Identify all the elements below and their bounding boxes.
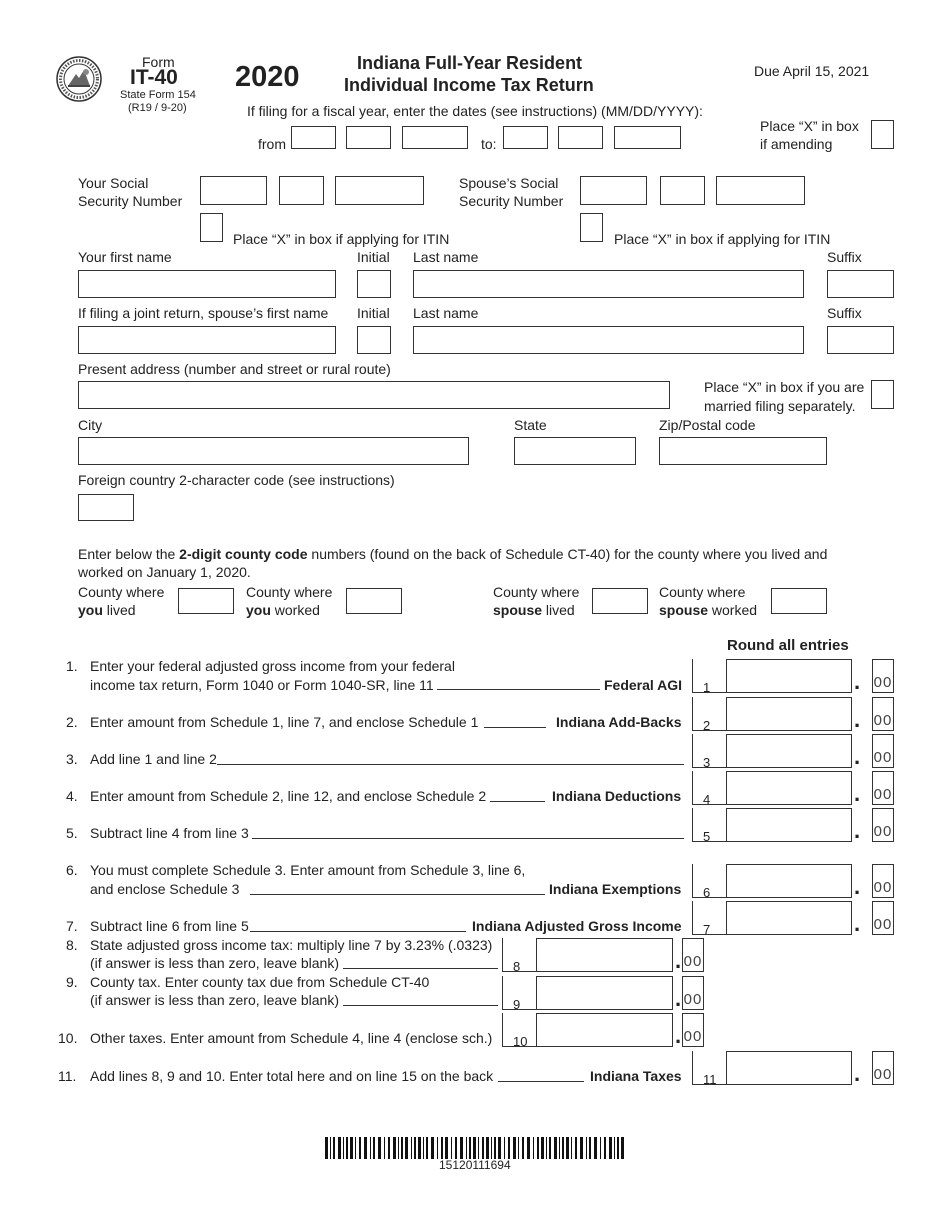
spouse-suffix-field[interactable] <box>827 326 894 354</box>
foreign-country-label: Foreign country 2-character code (see instructions) <box>78 472 395 488</box>
line-1-text1: Enter your federal adjusted gross income from your federal <box>90 658 455 674</box>
county-intro-post: numbers (found on the back of Schedule CT-40) for the county where you lived and <box>307 546 828 562</box>
line-9-number: 9. <box>66 974 78 990</box>
line-3-leader <box>217 763 684 765</box>
zip-field[interactable] <box>659 437 827 465</box>
spouse-first-name-field[interactable] <box>78 326 336 354</box>
first-name-field[interactable] <box>78 270 336 298</box>
initial-label: Initial <box>357 249 390 265</box>
line-10-decimal: . <box>675 1023 682 1048</box>
ssn-label-line1: Your Social <box>78 175 149 191</box>
line-10-amount <box>502 1013 706 1047</box>
address-label: Present address (number and street or rural route) <box>78 361 391 377</box>
line-5-box-number: 5 <box>692 808 726 842</box>
line-6-box-number: 6 <box>692 864 726 898</box>
county-you-lived-label-line2 <box>78 601 136 619</box>
line-7-box-number: 7 <box>692 901 726 935</box>
line-9-amount <box>502 976 706 1010</box>
line-1-number: 1. <box>66 658 78 674</box>
line-4-number: 4. <box>66 788 78 804</box>
county-spouse-lived-rest: lived <box>542 602 575 618</box>
county-intro-line1 <box>78 545 827 563</box>
line-2-number: 2. <box>66 714 78 730</box>
county-spouse-lived-label-line1: County where <box>493 584 580 600</box>
spouse-suffix-label: Suffix <box>827 305 862 321</box>
line-4-amount-field[interactable] <box>726 771 852 805</box>
amending-label-line1: Place “X” in box <box>760 118 859 134</box>
line-3-amount-field[interactable] <box>726 734 852 768</box>
line-8-cents: 00 <box>682 938 704 972</box>
line-3-text1: Add line 1 and line 2 <box>90 751 217 767</box>
line-1-amount-field[interactable] <box>726 659 852 693</box>
line-8-leader <box>343 967 498 969</box>
line-9-leader <box>343 1004 498 1006</box>
ssn-part2-box[interactable] <box>279 176 324 205</box>
line-9-amount-field[interactable] <box>536 976 673 1010</box>
line-9-box-number: 9 <box>502 976 536 1010</box>
line-3-amount <box>692 734 896 768</box>
state-seal-icon <box>56 56 102 102</box>
county-spouse-worked-bold: spouse <box>659 602 709 618</box>
spouse-itin-checkbox[interactable] <box>580 213 603 242</box>
county-you-lived-field[interactable] <box>178 588 234 614</box>
line-4-decimal: . <box>854 781 861 806</box>
line-1-text2: income tax return, Form 1040 or Form 1040-SR, line 11 <box>90 677 434 693</box>
line-1-label: Federal AGI <box>604 677 683 693</box>
line-9-text2: (if answer is less than zero, leave blank) <box>90 992 339 1008</box>
line-2-decimal: . <box>854 707 861 732</box>
line-2-leader <box>484 726 546 728</box>
spouse-ssn-label-line2: Security Number <box>459 193 564 209</box>
mfs-label-line2: married filing separately. <box>704 398 856 414</box>
mfs-checkbox[interactable] <box>871 380 894 409</box>
county-intro-bold: 2-digit county code <box>179 546 308 562</box>
fiscal-from-year-box[interactable] <box>402 126 468 149</box>
line-5-text1: Subtract line 4 from line 3 <box>90 825 249 841</box>
line-7-decimal: . <box>854 911 861 936</box>
line-9-cents: 00 <box>682 976 704 1010</box>
line-11-amount <box>692 1051 896 1085</box>
line-4-box-number: 4 <box>692 771 726 805</box>
line-8-number: 8. <box>66 937 78 953</box>
line-6-decimal: . <box>854 874 861 899</box>
ssn-part3-box[interactable] <box>335 176 424 205</box>
city-label: City <box>78 417 103 433</box>
spouse-last-name-field[interactable] <box>413 326 804 354</box>
line-5-cents: 00 <box>872 808 894 842</box>
foreign-country-field[interactable] <box>78 494 134 521</box>
line-8-amount-field[interactable] <box>536 938 673 972</box>
due-date: Due April 15, 2021 <box>754 63 870 79</box>
line-3-number: 3. <box>66 751 78 767</box>
fiscal-to-month-box[interactable] <box>503 126 548 149</box>
from-label: from <box>258 136 286 152</box>
line-3-box-number: 3 <box>692 734 726 768</box>
last-name-label: Last name <box>413 249 479 265</box>
spouse-ssn-label-line1: Spouse’s Social <box>459 175 559 191</box>
line-11-cents: 00 <box>872 1051 894 1085</box>
county-intro-line2: worked on January 1, 2020. <box>78 564 251 580</box>
ssn-part1-box[interactable] <box>200 176 267 205</box>
line-7-amount <box>692 901 896 935</box>
line-10-amount-field[interactable] <box>536 1013 673 1047</box>
line-9-text1: County tax. Enter county tax due from Schedule CT-40 <box>90 974 430 990</box>
zip-label: Zip/Postal code <box>659 417 756 433</box>
form-id: IT-40 <box>130 66 178 89</box>
county-you-lived-bold: you <box>78 602 103 618</box>
line-1-decimal: . <box>854 669 861 694</box>
address-field[interactable] <box>78 381 670 409</box>
line-6-cents: 00 <box>872 864 894 898</box>
line-11-label: Indiana Taxes <box>590 1068 682 1084</box>
line-2-box-number: 2 <box>692 697 726 731</box>
initial-field[interactable] <box>357 270 391 298</box>
line-8-text2: (if answer is less than zero, leave blank) <box>90 955 339 971</box>
barcode-icon <box>325 1137 625 1159</box>
line-2-amount-field[interactable] <box>726 697 852 731</box>
line-1-box-number: 1 <box>692 659 726 693</box>
line-6-label: Indiana Exemptions <box>549 881 682 897</box>
county-spouse-lived-bold: spouse <box>493 602 543 618</box>
to-label: to: <box>481 136 497 152</box>
mfs-label-line1: Place “X” in box if you are <box>704 379 865 395</box>
line-4-label: Indiana Deductions <box>552 788 682 804</box>
amending-checkbox[interactable] <box>871 120 894 149</box>
line-6-text2: and enclose Schedule 3 <box>90 881 240 897</box>
line-11-leader <box>498 1080 584 1082</box>
line-10-box-number: 10 <box>502 1013 536 1047</box>
line-11-number: 11. <box>58 1068 77 1084</box>
round-all-entries-label: Round all entries <box>727 637 849 654</box>
line-6-text1: You must complete Schedule 3. Enter amount from Schedule 3, line 6, <box>90 862 526 878</box>
line-6-amount <box>692 864 896 898</box>
line-3-decimal: . <box>854 744 861 769</box>
line-11-text1: Add lines 8, 9 and 10. Enter total here and on line 15 on the back <box>90 1068 494 1084</box>
county-you-worked-label-line2 <box>246 601 320 619</box>
spouse-ssn-part1-box[interactable] <box>580 176 647 205</box>
spouse-initial-field[interactable] <box>357 326 391 354</box>
form-title-line1: Indiana Full-Year Resident <box>357 53 583 73</box>
line-5-decimal: . <box>854 818 861 843</box>
county-you-lived-rest: lived <box>102 602 136 618</box>
form-title-line2: Individual Income Tax Return <box>344 75 594 95</box>
spouse-ssn-part3-box[interactable] <box>716 176 805 205</box>
state-field[interactable] <box>514 437 636 465</box>
line-6-amount-field[interactable] <box>726 864 852 898</box>
line-5-leader <box>252 837 684 839</box>
line-8-box-number: 8 <box>502 938 536 972</box>
line-3-cents: 00 <box>872 734 894 768</box>
county-you-worked-field[interactable] <box>346 588 402 614</box>
line-8-amount <box>502 938 706 972</box>
line-9-decimal: . <box>675 986 682 1011</box>
line-2-text1: Enter amount from Schedule 1, line 7, and enclose Schedule 1 <box>90 714 479 730</box>
county-spouse-lived-field[interactable] <box>592 588 648 614</box>
line-6-number: 6. <box>66 862 78 878</box>
line-11-amount-field[interactable] <box>726 1051 852 1085</box>
spouse-first-name-label: If filing a joint return, spouse’s first name <box>78 305 329 321</box>
amending-label-line2: if amending <box>760 136 833 152</box>
line-8-decimal: . <box>675 948 682 973</box>
line-11-box-number: 11 <box>692 1051 726 1085</box>
itin-label: Place “X” in box if applying for ITIN <box>233 231 450 247</box>
fiscal-to-day-box[interactable] <box>558 126 603 149</box>
county-spouse-worked-rest: worked <box>708 602 758 618</box>
suffix-label: Suffix <box>827 249 862 265</box>
form-word: Form <box>142 54 175 70</box>
fiscal-from-month-box[interactable] <box>291 126 336 149</box>
suffix-field[interactable] <box>827 270 894 298</box>
line-5-number: 5. <box>66 825 78 841</box>
county-you-worked-bold: you <box>246 602 271 618</box>
spouse-itin-label: Place “X” in box if applying for ITIN <box>614 231 831 247</box>
line-4-amount <box>692 771 896 805</box>
line-1-cents: 00 <box>872 659 894 693</box>
city-field[interactable] <box>78 437 469 465</box>
county-spouse-lived-label-line2 <box>493 601 575 619</box>
line-5-amount <box>692 808 896 842</box>
line-7-number: 7. <box>66 918 78 934</box>
state-label: State <box>514 417 547 433</box>
fiscal-from-day-box[interactable] <box>346 126 391 149</box>
line-4-cents: 00 <box>872 771 894 805</box>
itin-checkbox[interactable] <box>200 213 223 242</box>
line-10-cents: 00 <box>682 1013 704 1047</box>
county-you-worked-label-line1: County where <box>246 584 333 600</box>
line-11-decimal: . <box>854 1061 861 1086</box>
line-10-number: 10. <box>58 1030 78 1046</box>
line-6-leader <box>250 893 545 895</box>
ssn-label-line2: Security Number <box>78 193 183 209</box>
first-name-label: Your first name <box>78 249 172 265</box>
line-2-label: Indiana Add-Backs <box>556 714 682 730</box>
fiscal-to-year-box[interactable] <box>614 126 681 149</box>
line-2-amount <box>692 697 896 731</box>
line-2-cents: 00 <box>872 697 894 731</box>
line-4-leader <box>490 800 545 802</box>
form-revision: (R19 / 9-20) <box>128 102 187 114</box>
line-4-text1: Enter amount from Schedule 2, line 12, and enclose Schedule 2 <box>90 788 487 804</box>
line-8-text1: State adjusted gross income tax: multiply line 7 by 3.23% (.0323) <box>90 937 493 953</box>
county-you-lived-label-line1: County where <box>78 584 165 600</box>
spouse-initial-label: Initial <box>357 305 390 321</box>
line-7-amount-field[interactable] <box>726 901 852 935</box>
county-spouse-worked-label-line2 <box>659 601 757 619</box>
county-you-worked-rest: worked <box>270 602 320 618</box>
spouse-last-name-label: Last name <box>413 305 479 321</box>
line-5-amount-field[interactable] <box>726 808 852 842</box>
spouse-ssn-part2-box[interactable] <box>660 176 705 205</box>
line-7-text1: Subtract line 6 from line 5 <box>90 918 249 934</box>
barcode-number: 15120111694 <box>439 1158 511 1172</box>
state-form-number: State Form 154 <box>120 89 196 101</box>
line-7-cents: 00 <box>872 901 894 935</box>
last-name-field[interactable] <box>413 270 804 298</box>
fiscal-year-instructions: If filing for a fiscal year, enter the dates (see instructions) (MM/DD/YYYY): <box>247 103 703 119</box>
line-10-text1: Other taxes. Enter amount from Schedule 4, line 4 (enclose sch.) <box>90 1030 493 1046</box>
line-1-leader <box>437 688 600 690</box>
county-spouse-worked-field[interactable] <box>771 588 827 614</box>
line-1-amount <box>692 659 896 693</box>
tax-year: 2020 <box>235 61 300 93</box>
county-intro-pre: Enter below the <box>78 546 180 562</box>
line-7-leader <box>250 930 466 932</box>
county-spouse-worked-label-line1: County where <box>659 584 746 600</box>
line-7-label: Indiana Adjusted Gross Income <box>472 918 682 934</box>
